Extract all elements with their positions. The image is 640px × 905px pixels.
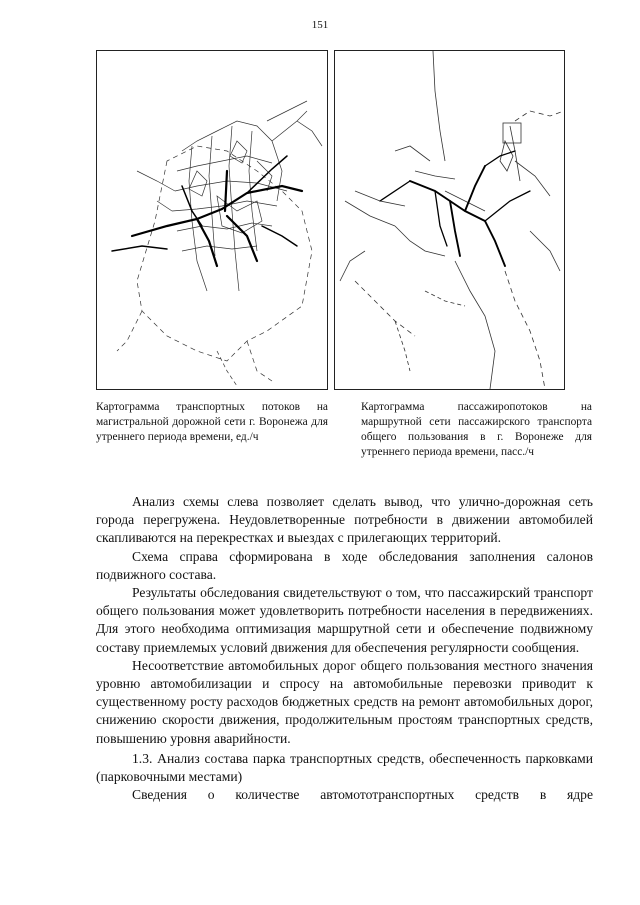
section-heading: 1.3. Анализ состава парка транспортных средств, обеспеченность парковками (парковочными местами) [96, 750, 593, 785]
body-text [96, 493, 593, 804]
page-number: 151 [311, 19, 329, 31]
route-network-map-drawing [335, 51, 564, 389]
figure-caption-right: Картограмма пассажиропотоков на маршрутной сети пассажирского транспорта общего пользования в г. Воронеже для утреннего периода времени, пасс./ч [361, 401, 592, 458]
paragraph: Схема справа сформирована в ходе обследования заполнения салонов подвижного состава. [96, 548, 593, 582]
paragraph: Анализ схемы слева позволяет сделать вывод, что улично-дорожная сеть города перегружена. Неудовлетворенные потребности в движении автомобилей скапливаются на перекрестках и выездах с прилегающих территорий. [96, 494, 593, 546]
paragraph: Несоответствие автомобильных дорог общего пользования местного значения уровню автомобилизации и спросу на автомобильные перевозки приводит к существенному росту расходов бюджетных средств на ремонт автомобильных дорог, снижению скорости движения, продолжительным простоям транспортных средств, повышению уровня аварийности. [96, 657, 593, 746]
road-network-map-icon [96, 50, 328, 390]
paragraph: Результаты обследования свидетельствуют о том, что пассажирский транспорт общего пользования может удовлетворить потребности населения в передвижениях. Для этого необходима оптимизация маршрутной сети и обеспечение подвижному составу приемлемых условий движения для обеспечения регулярности сообщения. [96, 585, 593, 655]
paragraph: Сведения о количестве автомототранспортных средств в ядре [132, 787, 593, 803]
figure-caption-left: Картограмма транспортных потоков на магистральной дорожной сети г. Воронежа для утреннего периода времени, ед./ч [96, 401, 328, 443]
road-network-map-drawing [97, 51, 327, 389]
route-network-map-icon [334, 50, 565, 390]
